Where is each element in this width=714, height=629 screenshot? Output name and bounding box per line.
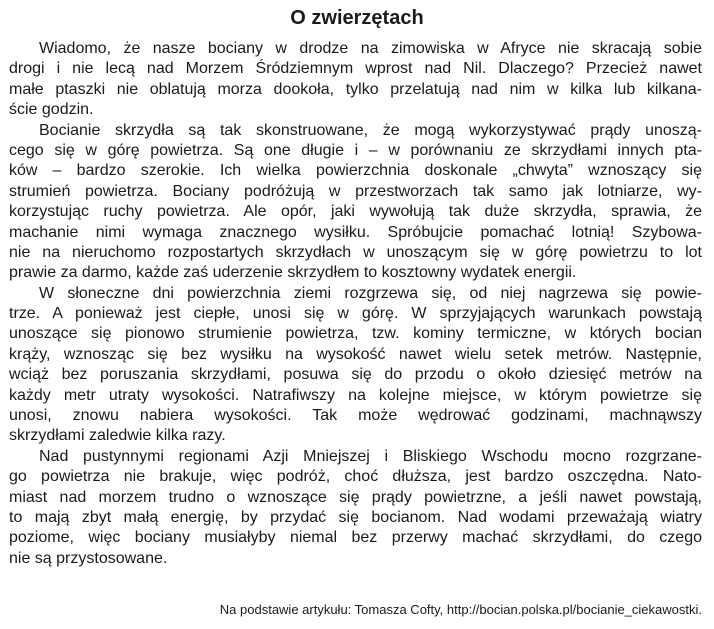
text-line: każdy metr utraty wysokości. Natrafiwszy na kolejne miejsce, w którym powietrze się xyxy=(9,386,702,404)
paragraph xyxy=(9,284,702,447)
paragraph xyxy=(9,39,702,121)
text-line: ków – bardzo szerokie. Ich wielka powierzchnia doskonale „chwyta” wznoszący się xyxy=(9,162,702,180)
paragraph xyxy=(9,121,702,284)
text-line: Wiadomo, że nasze bociany w drodze na zimowiska w Afryce nie skracają sobie xyxy=(39,40,702,57)
text-line: ście godzin. xyxy=(9,101,94,119)
text-line: machanie nimi wymaga znacznego wysiłku. Spróbujcie pomachać lotnią! Szybowa- xyxy=(9,223,702,241)
text-line: go powietrza nie brakuje, więc podróż, choć dłuższa, jest bardzo oszczędna. Nato- xyxy=(9,468,702,486)
paragraph xyxy=(9,447,702,569)
article-body xyxy=(9,39,702,569)
text-line: małe ptaszki nie oblatują morza dookoła, tylko przelatują nad nim w kilka lub kilkana- xyxy=(9,80,702,98)
text-line: Bocianie skrzydła są tak skonstruowane, że mogą wykorzystywać prądy unoszą- xyxy=(39,121,702,139)
source-citation: Na podstawie artykułu: Tomasza Cofty, http://bocian.polska.pl/bocianie_ciekawostki. xyxy=(219,602,702,617)
text-line: drogi i nie lecą nad Morzem Śródziemnym wprost nad Nil. Dlaczego? Przecież nawet xyxy=(9,60,702,78)
text-line: W słoneczne dni powierzchnia ziemi rozgrzewa się, od niej nagrzewa się powie- xyxy=(39,284,702,302)
text-line: to mają zbyt małą energię, by przydać się bocianom. Nad wodami przeważają wiatry xyxy=(9,508,702,526)
text-line: nie na nieruchomo rozpostartych skrzydłach w unoszącym się w górę powietrzu to lot xyxy=(9,243,702,261)
text-line: skrzydłami zaledwie kilka razy. xyxy=(9,427,226,445)
text-line: unosi, znowu nabiera wysokości. Tak może wędrować godzinami, machnąwszy xyxy=(9,407,702,425)
text-line: trze. A ponieważ jest ciepłe, unosi się w górę. W sprzyjających warunkach powstają xyxy=(9,305,702,323)
text-line: korzystując ruchy powietrza. Ale opór, jaki wywołują tak duże skrzydła, sprawia, że xyxy=(9,203,702,221)
text-line: strumień powietrza. Bociany podróżują w przestworzach tak samo jak lotniarze, wy- xyxy=(9,182,702,200)
text-line: miast nad morzem trudno o wznoszące się prądy powietrzne, a jeśli nawet powstają, xyxy=(9,488,702,506)
text-line: Nad pustynnymi regionami Azji Mniejszej i Bliskiego Wschodu mocno rozgrzane- xyxy=(39,447,702,465)
text-line: nie są przystosowane. xyxy=(9,549,168,567)
text-line: unoszące się pionowo strumienie powietrza, tzw. kominy termiczne, w których bocian xyxy=(9,325,702,343)
page-title: O zwierzętach xyxy=(290,7,424,29)
text-line: prawie za darmo, każde zaś uderzenie skrzydłem to kosztowny wydatek energii. xyxy=(9,264,577,282)
text-line: wciąż bez poruszania skrzydłami, posuwa się do przodu o około dziesięć metrów na xyxy=(9,366,702,384)
text-line: cego się w górę powietrza. Są one długie i – w porównaniu ze skrzydłami innych pta- xyxy=(9,141,702,159)
text-line: krąży, wznosząc się bez wysiłku na wysokość nawet wielu setek metrów. Następnie, xyxy=(9,345,702,363)
text-line: poziome, więc bociany musiałyby niemal bez przerwy machać skrzydłami, do czego xyxy=(9,529,702,547)
